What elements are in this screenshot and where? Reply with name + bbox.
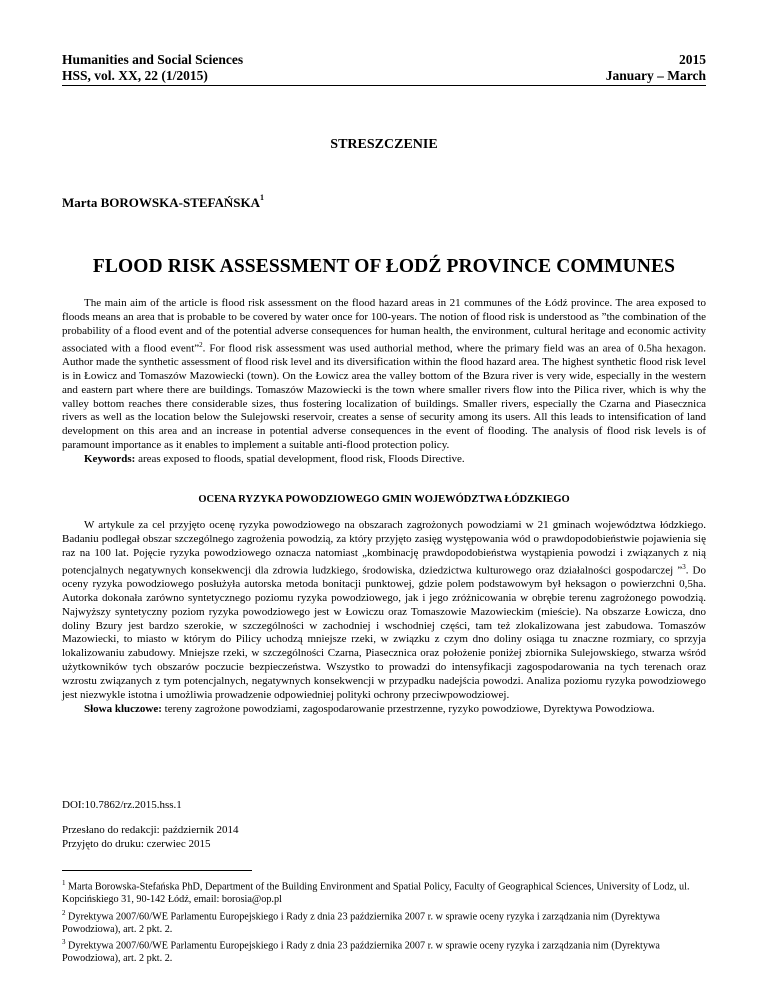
article-title: FLOOD RISK ASSESSMENT OF ŁODŹ PROVINCE COMMUNES <box>92 256 676 277</box>
abstract-polish <box>62 519 706 716</box>
footnote <box>62 877 706 907</box>
section-title: STRESZCZENIE <box>330 137 438 152</box>
footnote-text: Dyrektywa 2007/60/WE Parlamentu Europejskiego i Rady z dnia 23 października 2007 r. w sprawie oceny ryzyka i zarządzania nim (Dyrektywa Powodziowa), art. 2 pkt. 2. <box>62 940 660 965</box>
footnote <box>62 936 706 966</box>
publication-dates <box>62 824 239 851</box>
accepted-date: Przyjęto do druku: czerwiec 2015 <box>62 837 211 850</box>
footnote-mark: 2 <box>62 908 66 917</box>
footnote-text: Dyrektywa 2007/60/WE Parlamentu Europejskiego i Rady z dnia 23 października 2007 r. w sprawie oceny ryzyka i zarządzania nim (Dyrektywa Powodziowa), art. 2 pkt. 2. <box>62 910 660 935</box>
footnotes <box>62 877 706 966</box>
journal-volume: HSS, vol. XX, 22 (1/2015) <box>62 68 208 83</box>
abstract-polish-text-2: . Do oceny ryzyka powodziowego posłużyła autorska metoda bonitacji punktowej, gdzie polem podstawowym był heksagon o powierzchni 0,5ha. Autorka dokonała zarówno syntetycznego poziomu ryzyka powodziowego, jak i jego zróżnicowania w obrębie terenu zagrożonego powodzią. Najwyższy syntetyczny poziom ryzyka powodziowego jest w Łowiczu oraz Tomaszowie Mazowieckim (mieście). Na obszarze Łowicza, dno doliny Bzury jest bardzo szerokie, w szczególności w zachodniej i wschodniej części, tam też zlokalizowana jest zabudowa. Tomaszów Mazowiecki, to miasto w którym do Pilicy uchodzą mniejsze rzeki, w związku z czym dno doliny osiąga tu znaczne rozmiary, co sprzyja lokalizowaniu zabudowy. Mniejsze rzeki, w szczególności Czarna, Piasecznica oraz położenie poniżej zbiornika Sulejowskiego, stwarza wśród użytkowników tych obszarów poczucie bezpieczeństwa. Wszystko to prowadzi do intensyfikacji zagospodarowania na tych terenach oraz wzrostu związanych z tym potencjalnych, negatywnych konsekwencji w przypadku nadejścia powodzi. Analiza poziomu ryzyka powodziowego jest niezwykle istotna i umożliwia prowadzenie odpowiedniej polityki ochrony przeciwpowodziowej. <box>62 564 706 701</box>
doi: DOI:10.7862/rz.2015.hss.1 <box>62 799 182 811</box>
submitted-date: Przesłano do redakcji: październik 2014 <box>62 824 239 836</box>
journal-info <box>62 52 243 84</box>
issue-info <box>606 52 706 84</box>
abstract-polish-body <box>62 519 706 703</box>
issue-period: January – March <box>605 68 706 83</box>
journal-name: Humanities and Social Sciences <box>62 52 244 67</box>
keywords-polish <box>62 703 706 717</box>
footnote-ref-2: 2 <box>199 340 203 349</box>
header-divider <box>62 85 706 86</box>
footnote-divider <box>62 870 252 871</box>
footnote-ref-3: 3 <box>682 562 686 571</box>
author-footnote-mark: 1 <box>260 193 265 202</box>
abstract-english <box>62 297 706 467</box>
keywords-label-pl: Słowa kluczowe: <box>84 702 162 715</box>
footnote <box>62 907 706 937</box>
abstract-english-body <box>62 297 706 453</box>
issue-year: 2015 <box>679 52 706 67</box>
keywords-label: Keywords: <box>84 452 136 465</box>
keywords-list-pl: tereny zagrożone powodziami, zagospodarowanie przestrzenne, ryzyko powodziowe, Dyrektywa Powodziowa. <box>161 702 655 715</box>
polish-title: OCENA RYZYKA POWODZIOWEGO GMIN WOJEWÓDZTWA ŁÓDZKIEGO <box>198 494 570 505</box>
abstract-english-text-2: . For flood risk assessment was used authorial method, where the primary field was an area of 0.5ha hexagon. Author made the synthetic assessment of flood risk level and its diversification within the flood hazard area. The highest synthetic flood risk level is in Łowicz and Tomaszów Mazowiecki (town). On the Łowicz area the valley bottom of the Bzura river is very wide, especially in the western and eastern part where there are buildings. Tomaszów Mazowiecki is the town where smaller rivers flow into the Pilica river, which is why the valley bottom reaches there considerable sizes, thus fostering localization of buildings. Smaller rivers, especially the Czarna and Piasecznica rivers as well as the location below the Sulejowski reservoir, creates a sense of security among its users. All this leads to intensification of land development on this area and an increase in potential adverse consequences in the event of flooding. The analysis of flood risk levels is of paramount importance as it enables to implement a suitable anti-flood protection policy. <box>62 342 706 452</box>
keywords-english <box>62 453 706 467</box>
keywords-list: areas exposed to floods, spatial development, flood risk, Floods Directive. <box>135 452 465 465</box>
abstract-polish-text-1: W artykule za cel przyjęto ocenę ryzyka powodziowego na obszarach zagrożonych powodziami w 21 gminach województwa łódzkiego. Badaniu podlegał obszar szczególnego zagrożenia powodzią, za który przyjęto zasięg występowania wód o prawdopodobieństwie pojawienia się raz na 100 lat. Pojęcie ryzyka powodziowego oznacza natomiast „kombinację prawdopodobieństwa wystąpienia powodzi i związanych z nią potencjalnych negatywnych konsekwencji dla zdrowia ludzkiego, środowiska, dziedzictwa kulturowego oraz działalności gospodarczej ” <box>62 519 706 577</box>
footnote-mark: 1 <box>62 879 66 887</box>
footnote-text: Marta Borowska-Stefańska PhD, Department of the Building Environment and Spatial Policy, Faculty of Geographical Sciences, University of Lodz, ul. Kopcińskiego 31, 90-142 Łódź, email: borosia@op.pl <box>62 881 690 905</box>
author-line <box>62 195 264 211</box>
abstract-english-text-1: The main aim of the article is flood risk assessment on the flood hazard areas in 21 communes of the Łódź province. The area exposed to floods means an area that is probable to be covered by water once for 100-years. The notion of flood risk is understood as ”the combination of the probability of a flood event and of the potential adverse consequences for human health, the environment, cultural heritage and economic activity associated with a flood event” <box>62 297 706 355</box>
footnote-mark: 3 <box>62 938 66 947</box>
author-name: Marta BOROWSKA-STEFAŃSKA <box>62 195 261 210</box>
